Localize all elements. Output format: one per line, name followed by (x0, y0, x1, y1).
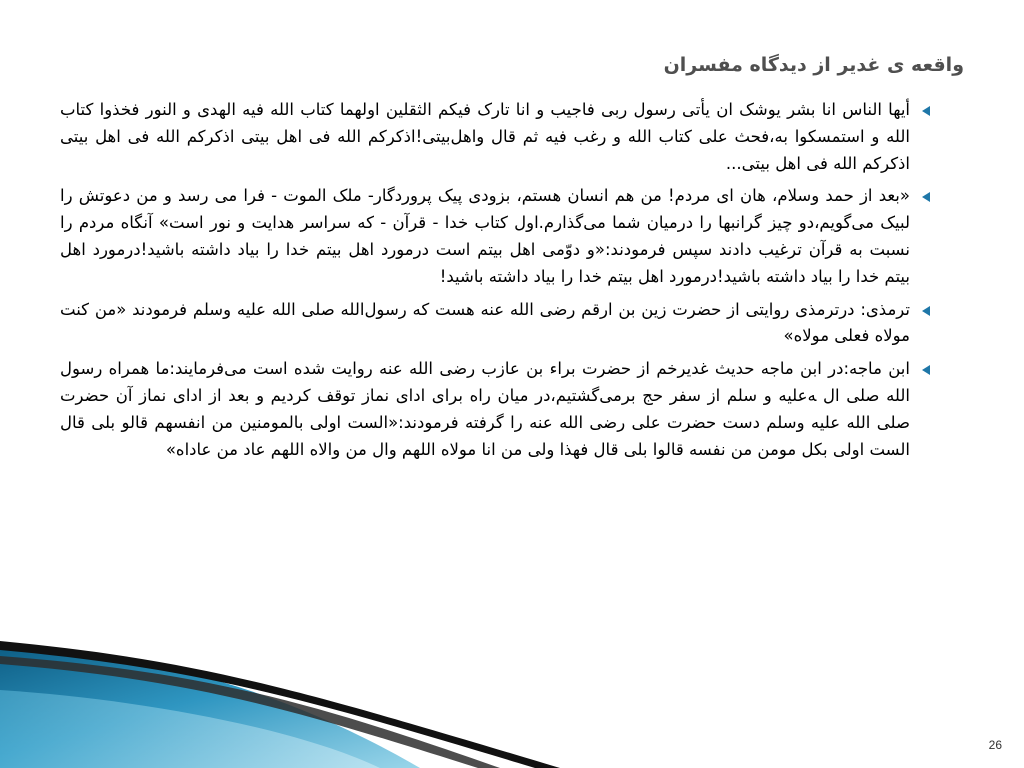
bullet-arrow-icon (922, 192, 930, 202)
slide-title: واقعه ی غدیر از دیدگاه مفسران (663, 54, 964, 76)
page-number: 26 (988, 738, 1002, 752)
paragraph-hadith-persian (60, 183, 930, 290)
paragraph-text: ترمذی: درترمذی روایتی از حضرت زین بن ارقم رضی الله عنه هست که رسول‌الله صلی الله علیه وسلم فرمودند «من کنت مولاه فعلی مولاه» (60, 299, 910, 346)
paragraph-text: ابن ماجه:در ابن ماجه حدیث غدیرخم از حضرت براء بن عازب رضی الله عنه روایت شده است می‌فرمایند:ما همراه رسول الله صلی ال ﻪعلیه و سلم از سفر حج برمی‌گشتیم،در میان راه برای ادای نماز توقف کردیم و بعد از ادای نماز آن حضرت صلی الله علیه وسلم دست حضرت علی رضی الله عنه را گرفته فرمودند:«الست اولی بالمومنین من انفسهم قالو بلی قال الست اولی بکل مومن من نفسه قالوا بلی قال فهذا ولی من انا مولاه اللهم وال من والاه اللهم عاد من عاداه» (60, 359, 910, 459)
paragraph-text: «بعد از حمد وسلام، هان ای مردم! من هم انسان هستم، بزودی پیک پروردگار- ملک الموت - فرا می رسد و من دعوتش را لبیک می‌گویم،دو چیز گرانبها را درمیان شما می‌گذارم.اول کتاب خدا - قرآن - که سراسر هدایت و نور است» آنگاه مردم را نسبت به قرآن ترغیب دادند سپس فرمودند:«و دوّمی اهل بیتم است درمورد اهل بیتم خدا را بیاد داشته باشید!درمورد اهل بیتم خدا را بیاد داشته باشید!درمورد اهل بیتم خدا را بیاد داشته باشید! (60, 186, 910, 286)
bullet-arrow-icon (922, 306, 930, 316)
paragraph-hadith-arabic (60, 97, 930, 177)
paragraph-text: أیها الناس انا بشر یوشک ان یأتی رسول ربی فاجیب و انا تارک فیکم الثقلین اولهما کتاب الله فیه الهدی و النور فخذوا کتاب الله و استمسکوا به،فحث علی کتاب الله و رغب فیه ثم قال واهل‌بیتی!اذکرکم الله فی اهل بیتی اذکرکم الله فی اهل بیتی اذکرکم الله فی اهل بیتی... (60, 100, 910, 173)
slide-body (60, 97, 930, 469)
paragraph-tirmidhi (60, 297, 930, 351)
paragraph-ibn-majah (60, 356, 930, 463)
bullet-arrow-icon (922, 106, 930, 116)
bullet-arrow-icon (922, 365, 930, 375)
